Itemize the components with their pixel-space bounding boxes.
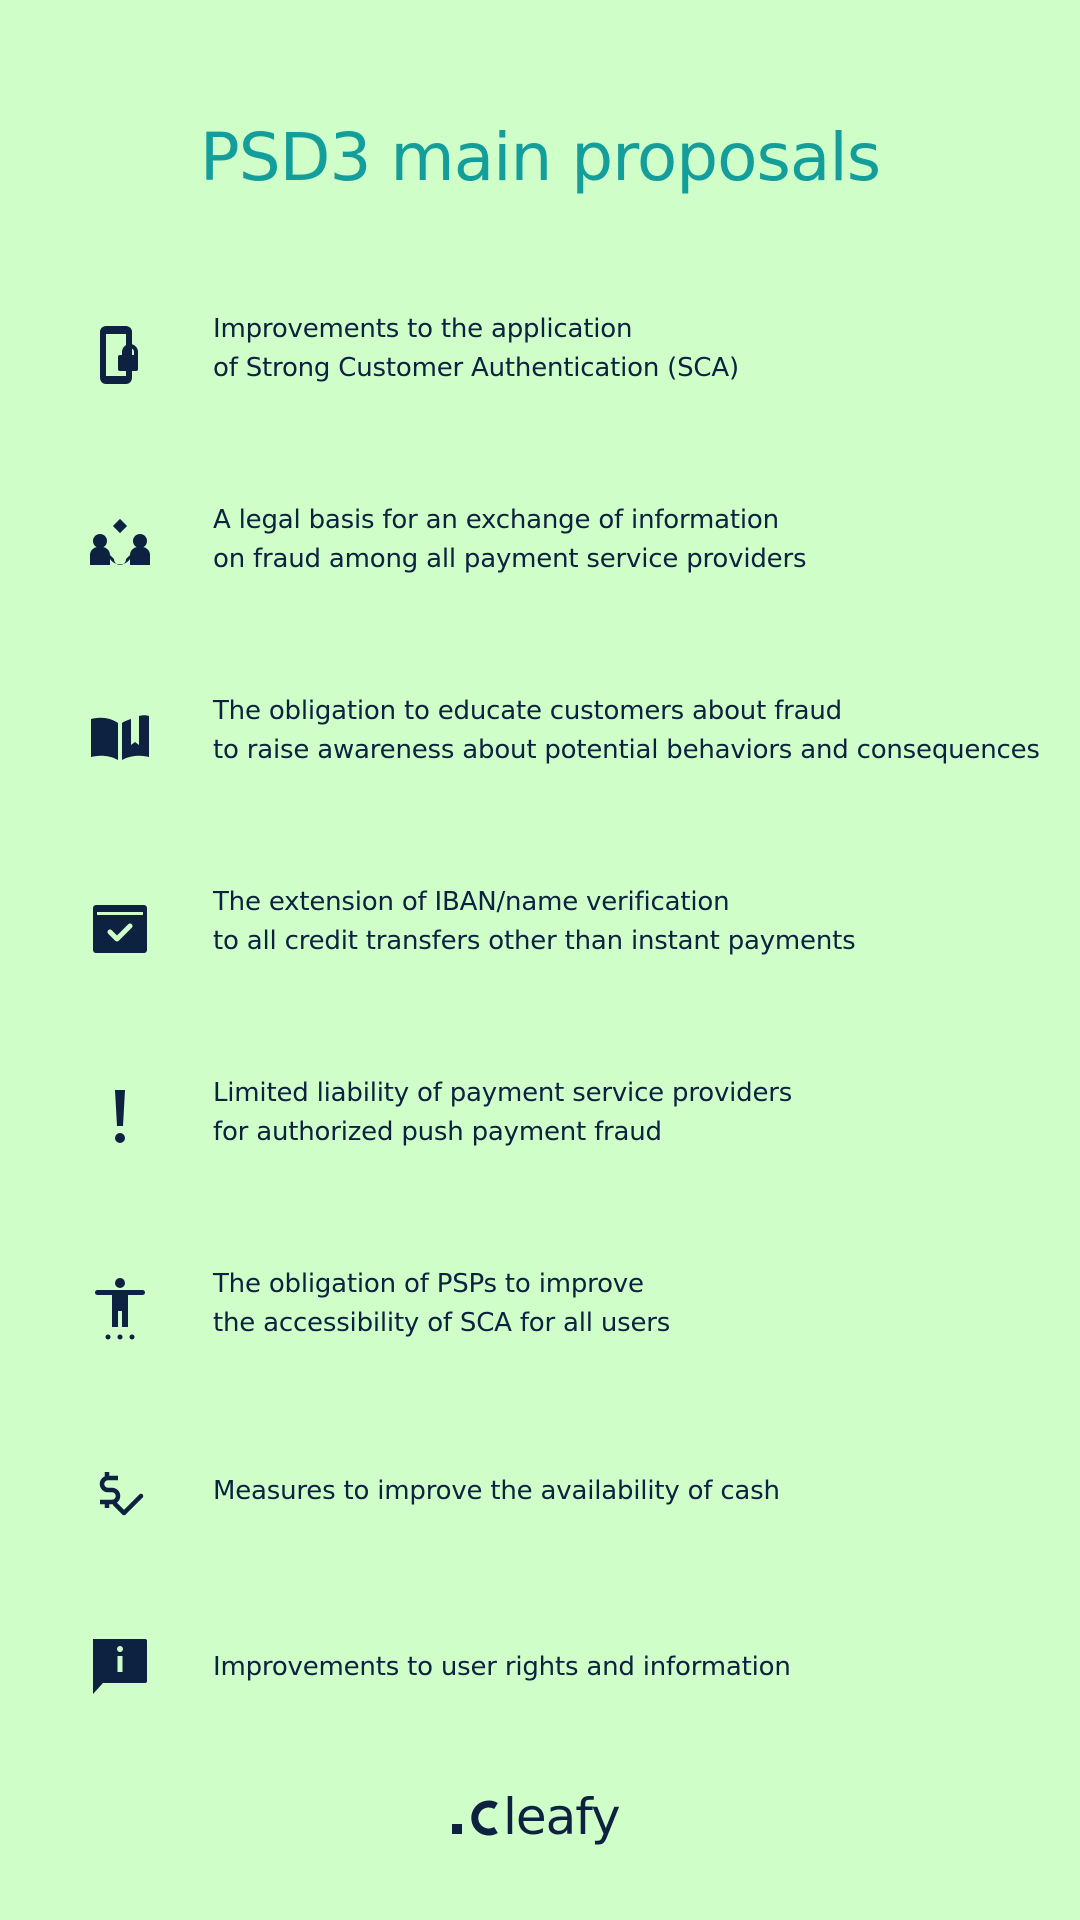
page-title: PSD3 main proposals (199, 119, 881, 196)
proposal-text (213, 1648, 1053, 1687)
proposal-line-1: The extension of IBAN/name verification (213, 887, 730, 917)
check-card-icon (88, 899, 152, 963)
proposal-line-1: Improvements to the application (213, 314, 633, 344)
proposal-text (213, 692, 1053, 770)
proposal-text (213, 1472, 1053, 1511)
logo-wordmark: leafyCleafy (503, 1788, 620, 1846)
proposal-line-1: Measures to improve the availability of cash (213, 1476, 780, 1506)
proposal-line-2: to raise awareness about potential behaviors and consequences (213, 735, 1040, 765)
phone-lock-icon (88, 323, 152, 387)
proposal-line-1: The obligation of PSPs to improve (213, 1269, 644, 1299)
proposal-text (213, 501, 1053, 579)
proposal-line-2: the accessibility of SCA for all users (213, 1308, 671, 1338)
proposal-line-1: Improvements to user rights and information (213, 1652, 791, 1682)
proposal-line-2: to all credit transfers other than instant payments (213, 926, 856, 956)
proposal-text (213, 883, 1053, 961)
accessibility-icon (88, 1277, 152, 1341)
info-chat-icon (88, 1634, 152, 1698)
proposal-line-2: for authorized push payment fraud (213, 1117, 662, 1147)
open-book-icon (88, 706, 152, 770)
cleafy-logo (440, 1780, 640, 1850)
proposal-line-1: Limited liability of payment service providers (213, 1078, 793, 1108)
people-exchange-icon (88, 515, 152, 579)
exclamation-icon (88, 1088, 152, 1152)
proposal-text (213, 1265, 1053, 1343)
proposal-text (213, 310, 1053, 388)
proposal-line-2: of Strong Customer Authentication (SCA) (213, 353, 739, 383)
proposal-line-1: A legal basis for an exchange of information (213, 505, 779, 535)
proposal-line-1: The obligation to educate customers about fraud (213, 696, 842, 726)
proposal-line-2: on fraud among all payment service providers (213, 544, 807, 574)
proposal-text (213, 1074, 1053, 1152)
dollar-check-icon (88, 1466, 152, 1530)
